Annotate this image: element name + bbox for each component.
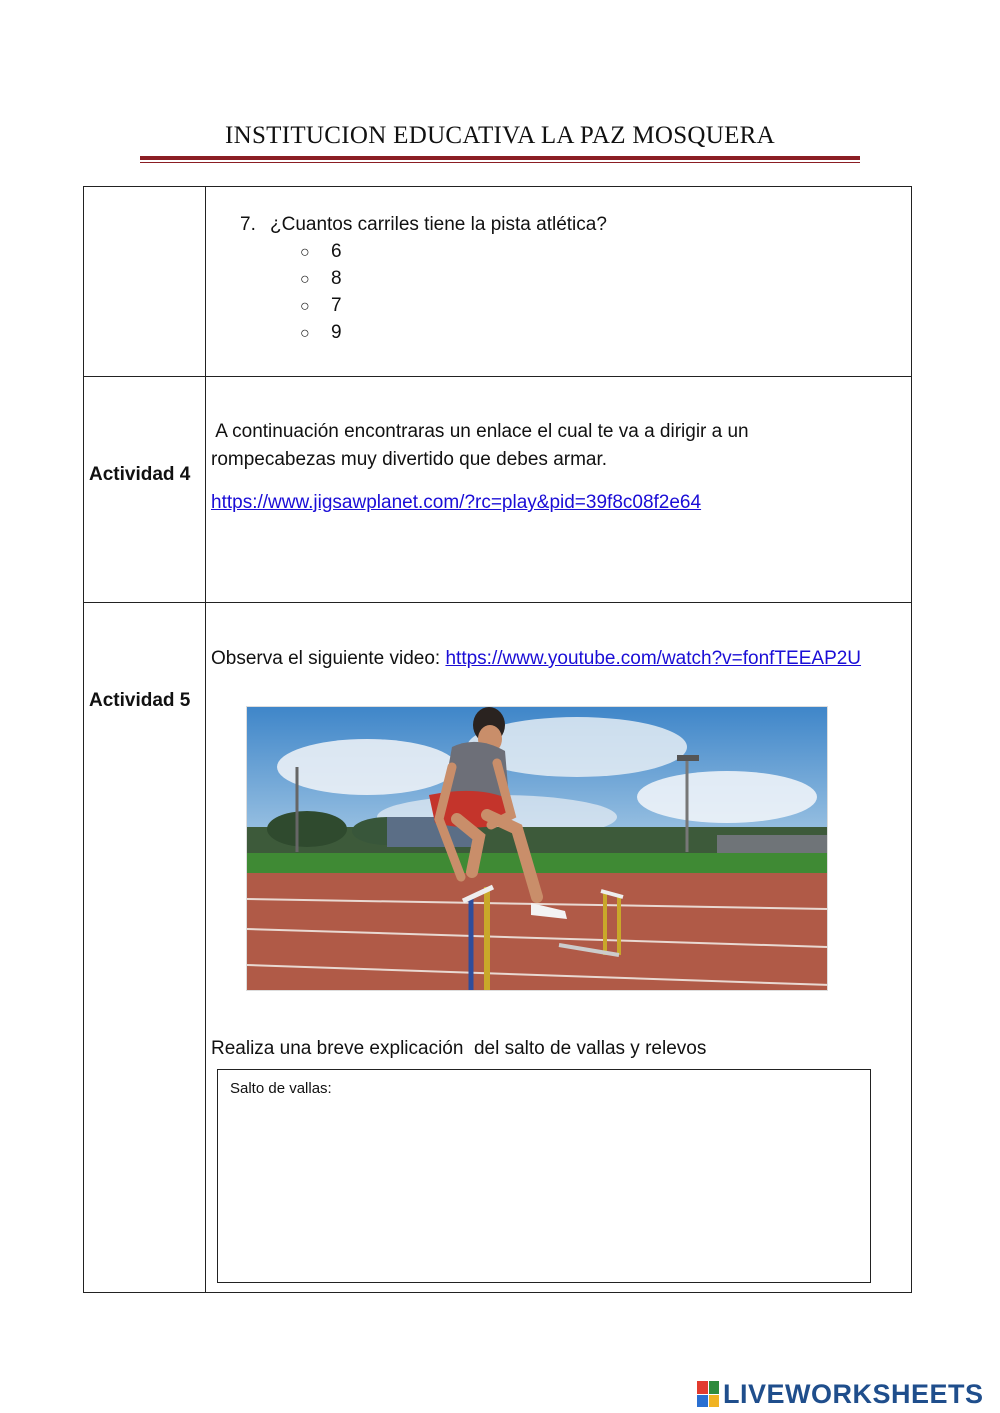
activity-4-label: Actividad 4 <box>89 464 191 485</box>
liveworksheets-logo <box>697 1376 984 1412</box>
option-radio-4[interactable]: ○ <box>300 325 310 342</box>
liveworksheets-logo-icon <box>697 1381 719 1407</box>
jigsaw-link[interactable]: https://www.jigsawplanet.com/?rc=play&pid=39f8c08f2e64 <box>211 492 702 513</box>
activity-5-instruction: Realiza una breve explicación del salto de vallas y relevos <box>211 1038 707 1059</box>
page-title: INSTITUCION EDUCATIVA LA PAZ MOSQUERA <box>224 122 776 149</box>
option-radio-2[interactable]: ○ <box>300 271 310 288</box>
table-row-divider-2 <box>83 602 912 603</box>
activity-4-text-line2: rompecabezas muy divertido que debes armar. <box>211 449 608 470</box>
activity-4-text-line1: A continuación encontraras un enlace el cual te va a dirigir a un <box>211 421 749 442</box>
table-row-divider-1 <box>83 376 912 377</box>
option-label-4[interactable]: 9 <box>331 322 342 343</box>
question-7-number: 7. <box>240 214 256 235</box>
table-column-divider <box>205 186 206 1293</box>
activity-5-intro <box>211 648 861 670</box>
header-rule-thick <box>140 156 860 160</box>
question-7-text: ¿Cuantos carriles tiene la pista atlética? <box>270 214 607 235</box>
option-radio-3[interactable]: ○ <box>300 298 310 315</box>
option-label-2[interactable]: 8 <box>331 268 342 289</box>
hurdles-answer-label: Salto de vallas: <box>230 1080 332 1097</box>
activity-5-label: Actividad 5 <box>89 690 191 711</box>
option-radio-1[interactable]: ○ <box>300 244 310 261</box>
youtube-link[interactable]: https://www.youtube.com/watch?v=fonfTEEAP2U <box>445 648 862 669</box>
liveworksheets-brand: LIVEWORKSHEETS <box>723 1378 984 1409</box>
header-rule-thin <box>140 162 860 163</box>
hurdle-photo-illustration <box>247 707 828 991</box>
option-label-1[interactable]: 6 <box>331 241 342 262</box>
hurdle-jump-photo <box>246 706 828 991</box>
hurdles-answer-box[interactable] <box>217 1069 871 1283</box>
option-label-3[interactable]: 7 <box>331 295 342 316</box>
activity-5-intro-text: Observa el siguiente video: <box>211 648 446 669</box>
